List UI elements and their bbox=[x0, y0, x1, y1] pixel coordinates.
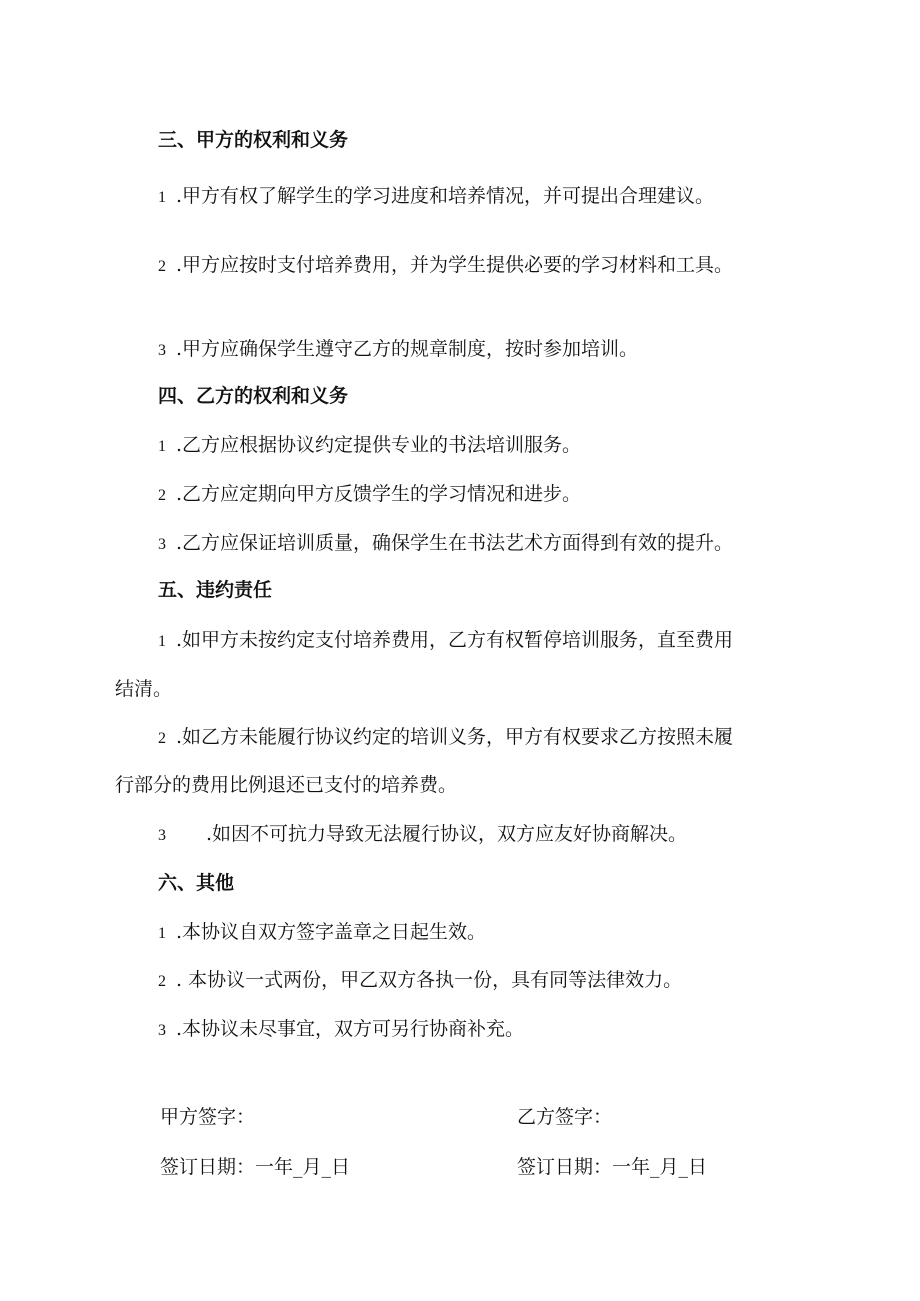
item-text: .乙方应根据协议约定提供专业的书法培训服务。 bbox=[176, 434, 582, 456]
item-number: 1 bbox=[158, 189, 166, 206]
item-number: 2 bbox=[158, 258, 166, 275]
section-4-title: 四、乙方的权利和义务 bbox=[158, 385, 349, 407]
s4-item-1 bbox=[158, 433, 581, 459]
item-number: 2 bbox=[158, 730, 166, 747]
item-number: 3 bbox=[158, 1022, 166, 1039]
item-text: .本协议自双方签字盖章之日起生效。 bbox=[176, 921, 487, 943]
s4-item-2 bbox=[158, 482, 581, 508]
item-text: .乙方应保证培训质量，确保学生在书法艺术方面得到有效的提升。 bbox=[176, 532, 734, 554]
item-text: .甲方有权了解学生的学习进度和培养情况，并可提出合理建议。 bbox=[176, 185, 715, 207]
item-text: .本协议未尽事宜，双方可另行协商补充。 bbox=[176, 1018, 525, 1040]
section-3-title: 三、甲方的权利和义务 bbox=[158, 129, 349, 151]
item-text: . 本协议一式两份，甲乙双方各执一份，具有同等法律效力。 bbox=[176, 969, 683, 991]
item-number: 1 bbox=[158, 633, 166, 650]
s3-item-3 bbox=[158, 337, 638, 363]
item-number: 3 bbox=[158, 827, 166, 844]
item-number: 2 bbox=[158, 487, 166, 504]
item-number: 3 bbox=[158, 342, 166, 359]
item-number: 1 bbox=[158, 925, 166, 942]
item-text: .如因不可抗力导致无法履行协议，双方应友好协商解决。 bbox=[206, 823, 688, 845]
s5-item-3 bbox=[158, 822, 687, 848]
s6-item-2 bbox=[158, 968, 682, 994]
party-b-signature-label: 乙方签字： bbox=[517, 1106, 613, 1128]
party-a-date-label: 签订日期：一年_月_日 bbox=[160, 1156, 351, 1178]
section-5-title: 五、违约责任 bbox=[158, 579, 273, 601]
item-text: .乙方应定期向甲方反馈学生的学习情况和进步。 bbox=[176, 483, 582, 505]
item-number: 1 bbox=[158, 438, 166, 455]
party-b-date-label: 签订日期：一年_月_日 bbox=[517, 1156, 708, 1178]
item-number: 2 bbox=[158, 973, 166, 990]
item-text: .甲方应按时支付培养费用，并为学生提供必要的学习材料和工具。 bbox=[176, 254, 734, 276]
item-text: .如甲方未按约定支付培养费用，乙方有权暂停培训服务，直至费用 bbox=[176, 629, 734, 651]
s5-item-2 bbox=[158, 725, 733, 751]
item-text: .如乙方未能履行协议约定的培训义务，甲方有权要求乙方按照未履 bbox=[176, 726, 734, 748]
s6-item-3 bbox=[158, 1017, 524, 1043]
s5-item-1-continuation: 结清。 bbox=[115, 678, 173, 700]
section-6-title: 六、其他 bbox=[158, 872, 235, 894]
s4-item-3 bbox=[158, 531, 733, 557]
item-text: .甲方应确保学生遵守乙方的规章制度，按时参加培训。 bbox=[176, 338, 639, 360]
item-number: 3 bbox=[158, 536, 166, 553]
s6-item-1 bbox=[158, 920, 486, 946]
s5-item-2-continuation: 行部分的费用比例退还已支付的培养费。 bbox=[115, 774, 458, 796]
s3-item-1 bbox=[158, 184, 714, 210]
s3-item-2 bbox=[158, 253, 733, 279]
party-a-signature-label: 甲方签字： bbox=[160, 1106, 256, 1128]
s5-item-1 bbox=[158, 628, 733, 654]
